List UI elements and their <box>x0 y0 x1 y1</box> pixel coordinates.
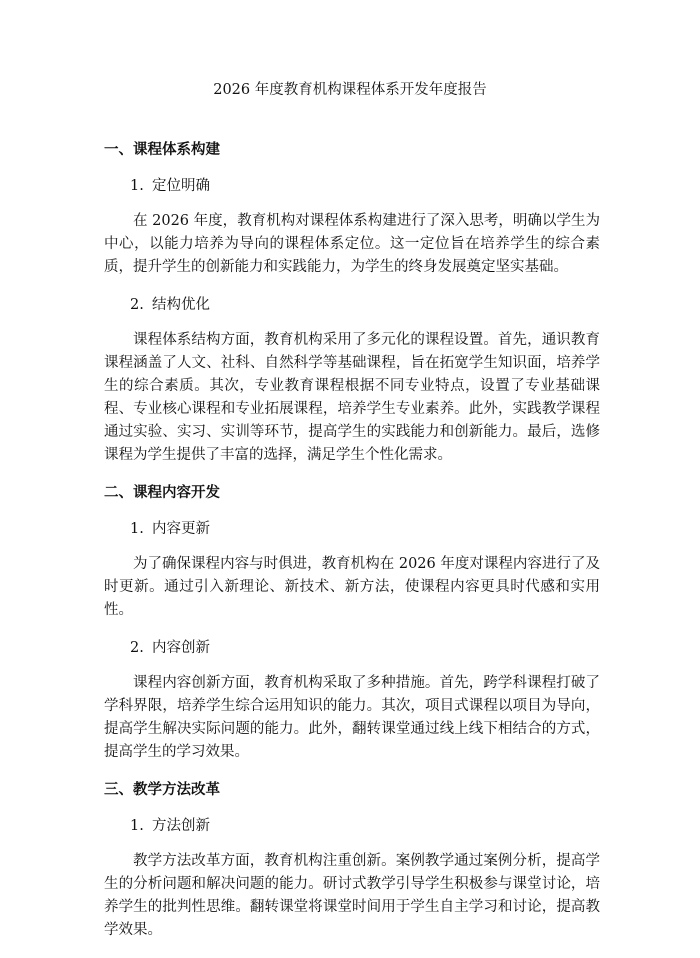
subsection-heading <box>130 519 600 539</box>
subsection-title: 定位明确 <box>152 178 210 194</box>
section-heading: 二、课程内容开发 <box>104 485 220 501</box>
subsection-title: 内容创新 <box>152 640 210 656</box>
subsection-number: 1. <box>130 521 144 537</box>
document-title: 2026 年度教育机构课程体系开发年度报告 <box>213 82 487 98</box>
paragraph: 教学方法改革方面，教育机构注重创新。案例教学通过案例分析，提高学生的分析问题和解决问题的能力。研讨式教学引导学生积极参与课堂讨论，培养学生的批判性思维。翻转课堂将课堂时间用于学生自主学习和讨论，提高教学效果。 <box>104 853 600 938</box>
subsection-number: 1. <box>130 178 144 194</box>
subsection-title: 方法创新 <box>152 818 210 834</box>
subsection-title: 结构优化 <box>152 297 210 313</box>
subsection-heading <box>130 638 600 658</box>
paragraph: 课程体系结构方面，教育机构采用了多元化的课程设置。首先，通识教育课程涵盖了人文、社科、自然科学等基础课程，旨在拓宽学生知识面，培养学生的综合素质。其次，专业教育课程根据不同专业特点，设置了专业基础课程、专业核心课程和专业拓展课程，培养学生专业素养。此外，实践教学课程通过实验、实习、实训等环节，提高学生的实践能力和创新能力。最后，选修课程为学生提供了丰富的选择，满足学生个性化需求。 <box>104 332 600 463</box>
paragraph: 为了确保课程内容与时俱进，教育机构在 2026 年度对课程内容进行了及时更新。通过引入新理论、新技术、新方法，使课程内容更具时代感和实用性。 <box>104 556 600 618</box>
subsection-number: 2. <box>130 297 144 313</box>
subsection-heading <box>130 176 600 196</box>
paragraph: 课程内容创新方面，教育机构采取了多种措施。首先，跨学科课程打破了学科界限，培养学生综合运用知识的能力。其次，项目式课程以项目为导向，提高学生解决实际问题的能力。此外，翻转课堂通过线上线下相结合的方式，提高学生的学习效果。 <box>104 675 600 760</box>
subsection-heading <box>130 295 600 315</box>
section-heading: 三、教学方法改革 <box>104 782 220 798</box>
paragraph: 在 2026 年度，教育机构对课程体系构建进行了深入思考，明确以学生为中心，以能力培养为导向的课程体系定位。这一定位旨在培养学生的综合素质，提升学生的创新能力和实践能力，为学生的终身发展奠定坚实基础。 <box>104 213 600 275</box>
subsection-heading <box>130 816 600 836</box>
subsection-title: 内容更新 <box>152 521 210 537</box>
subsection-number: 2. <box>130 640 144 656</box>
subsection-number: 1. <box>130 818 144 834</box>
document-body <box>104 140 600 958</box>
section-heading: 一、课程体系构建 <box>104 142 220 158</box>
